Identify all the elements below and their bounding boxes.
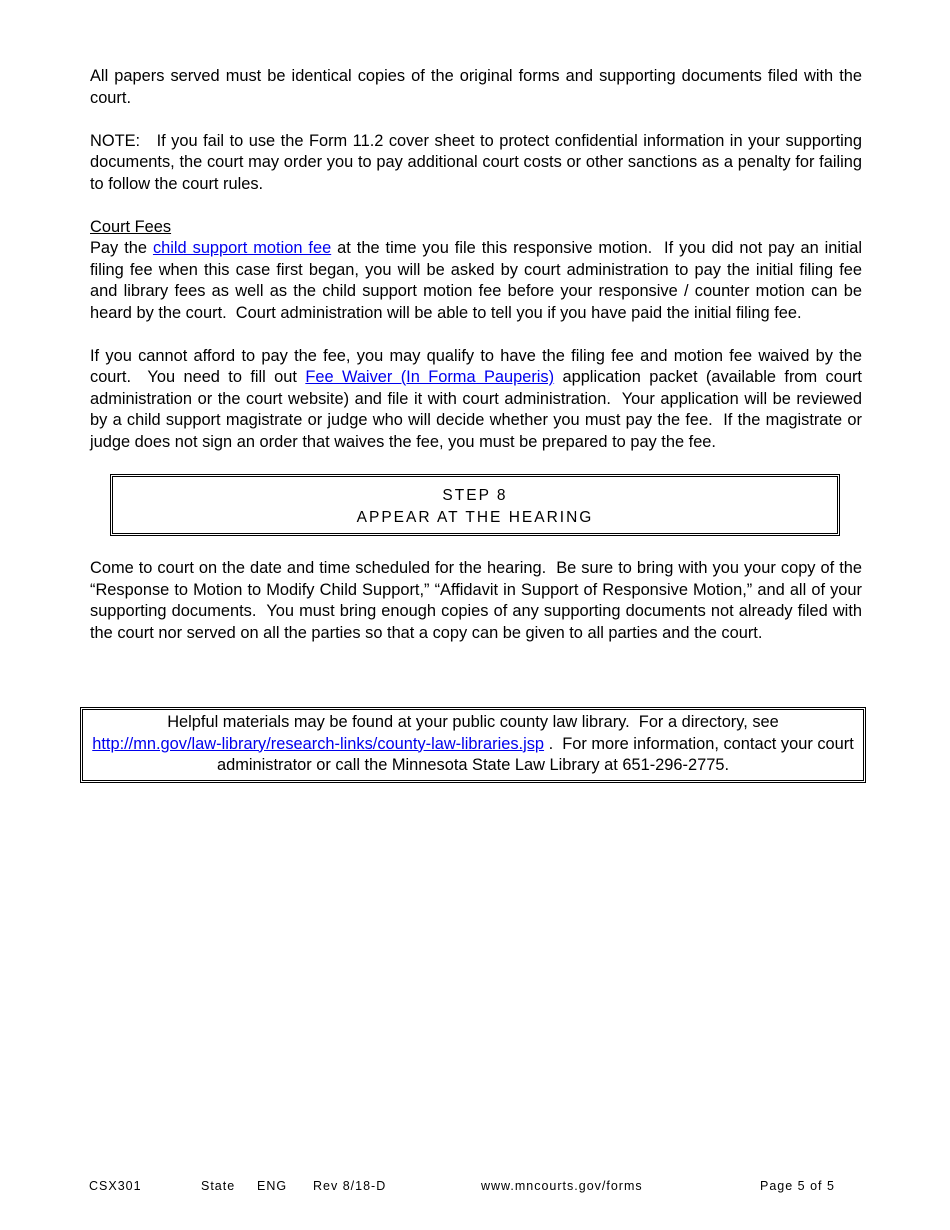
fee-waiver-link[interactable]: Fee Waiver (In Forma Pauperis): [305, 368, 555, 386]
court-fees-section: [90, 217, 862, 454]
footer-form-code: CSX301: [89, 1179, 142, 1193]
main-content: [90, 66, 862, 644]
page-footer: [0, 1179, 950, 1197]
county-law-libraries-link[interactable]: http://mn.gov/law-library/research-links/county-law-libraries.jsp: [92, 734, 545, 753]
footer-page-number: Page 5 of 5: [760, 1179, 835, 1193]
footer-website: www.mncourts.gov/forms: [481, 1179, 643, 1193]
court-fees-paragraph-1: Pay the child support motion fee at the time you file this responsive motion. If you did not pay an initial filing fee when this case first began, you will be asked by court administration to pay the initial filing fee and library fees as well as the child support motion fee before your responsive / counter motion can be heard by the court. Court administration will be able to tell you if you have paid the initial filing fee.: [90, 239, 862, 322]
step-number: STEP 8: [442, 487, 508, 504]
step-title: APPEAR AT THE HEARING: [356, 509, 594, 526]
footer-language: ENG: [257, 1179, 288, 1193]
footer-revision: Rev 8/18-D: [313, 1179, 387, 1193]
step-8-box: [110, 474, 840, 536]
court-fees-heading: Court Fees: [90, 217, 172, 236]
child-support-motion-fee-link[interactable]: child support motion fee: [152, 239, 332, 257]
help-box-contact: . For more information, contact your court administrator or call the Minnesota State Law Library at 651-296-2775.: [216, 734, 854, 774]
helpful-materials-box: [80, 707, 866, 783]
help-box-intro: Helpful materials may be found at your public county law library. For a directory, see: [167, 713, 779, 731]
note-paragraph: NOTE: If you fail to use the Form 11.2 cover sheet to protect confidential information in your supporting documents, the court may order you to pay additional court costs or other sanctions as a penalty for failing to follow the court rules.: [90, 131, 862, 193]
footer-state: State: [201, 1179, 236, 1193]
court-fees-paragraph-2: If you cannot afford to pay the fee, you may qualify to have the filing fee and motion fee waived by the court. You need to fill out Fee Waiver (In Forma Pauperis) application packet (available from court administration or the court website) and file it with court administration. Your application will be reviewed by a child support magistrate or judge who will decide whether you must pay the fee. If the magistrate or judge does not sign an order that waives the fee, you must be prepared to pay the fee.: [90, 346, 862, 451]
hearing-paragraph: Come to court on the date and time scheduled for the hearing. Be sure to bring with you your copy of the “Response to Motion to Modify Child Support,” “Affidavit in Support of Responsive Motion,” and all of your supporting documents. You must bring enough copies of any supporting documents not already filed with the court nor served on all the parties so that a copy can be given to all parties and the court.: [90, 559, 862, 642]
served-papers-paragraph: All papers served must be identical copies of the original forms and supporting documents filed with the court.: [90, 67, 862, 107]
